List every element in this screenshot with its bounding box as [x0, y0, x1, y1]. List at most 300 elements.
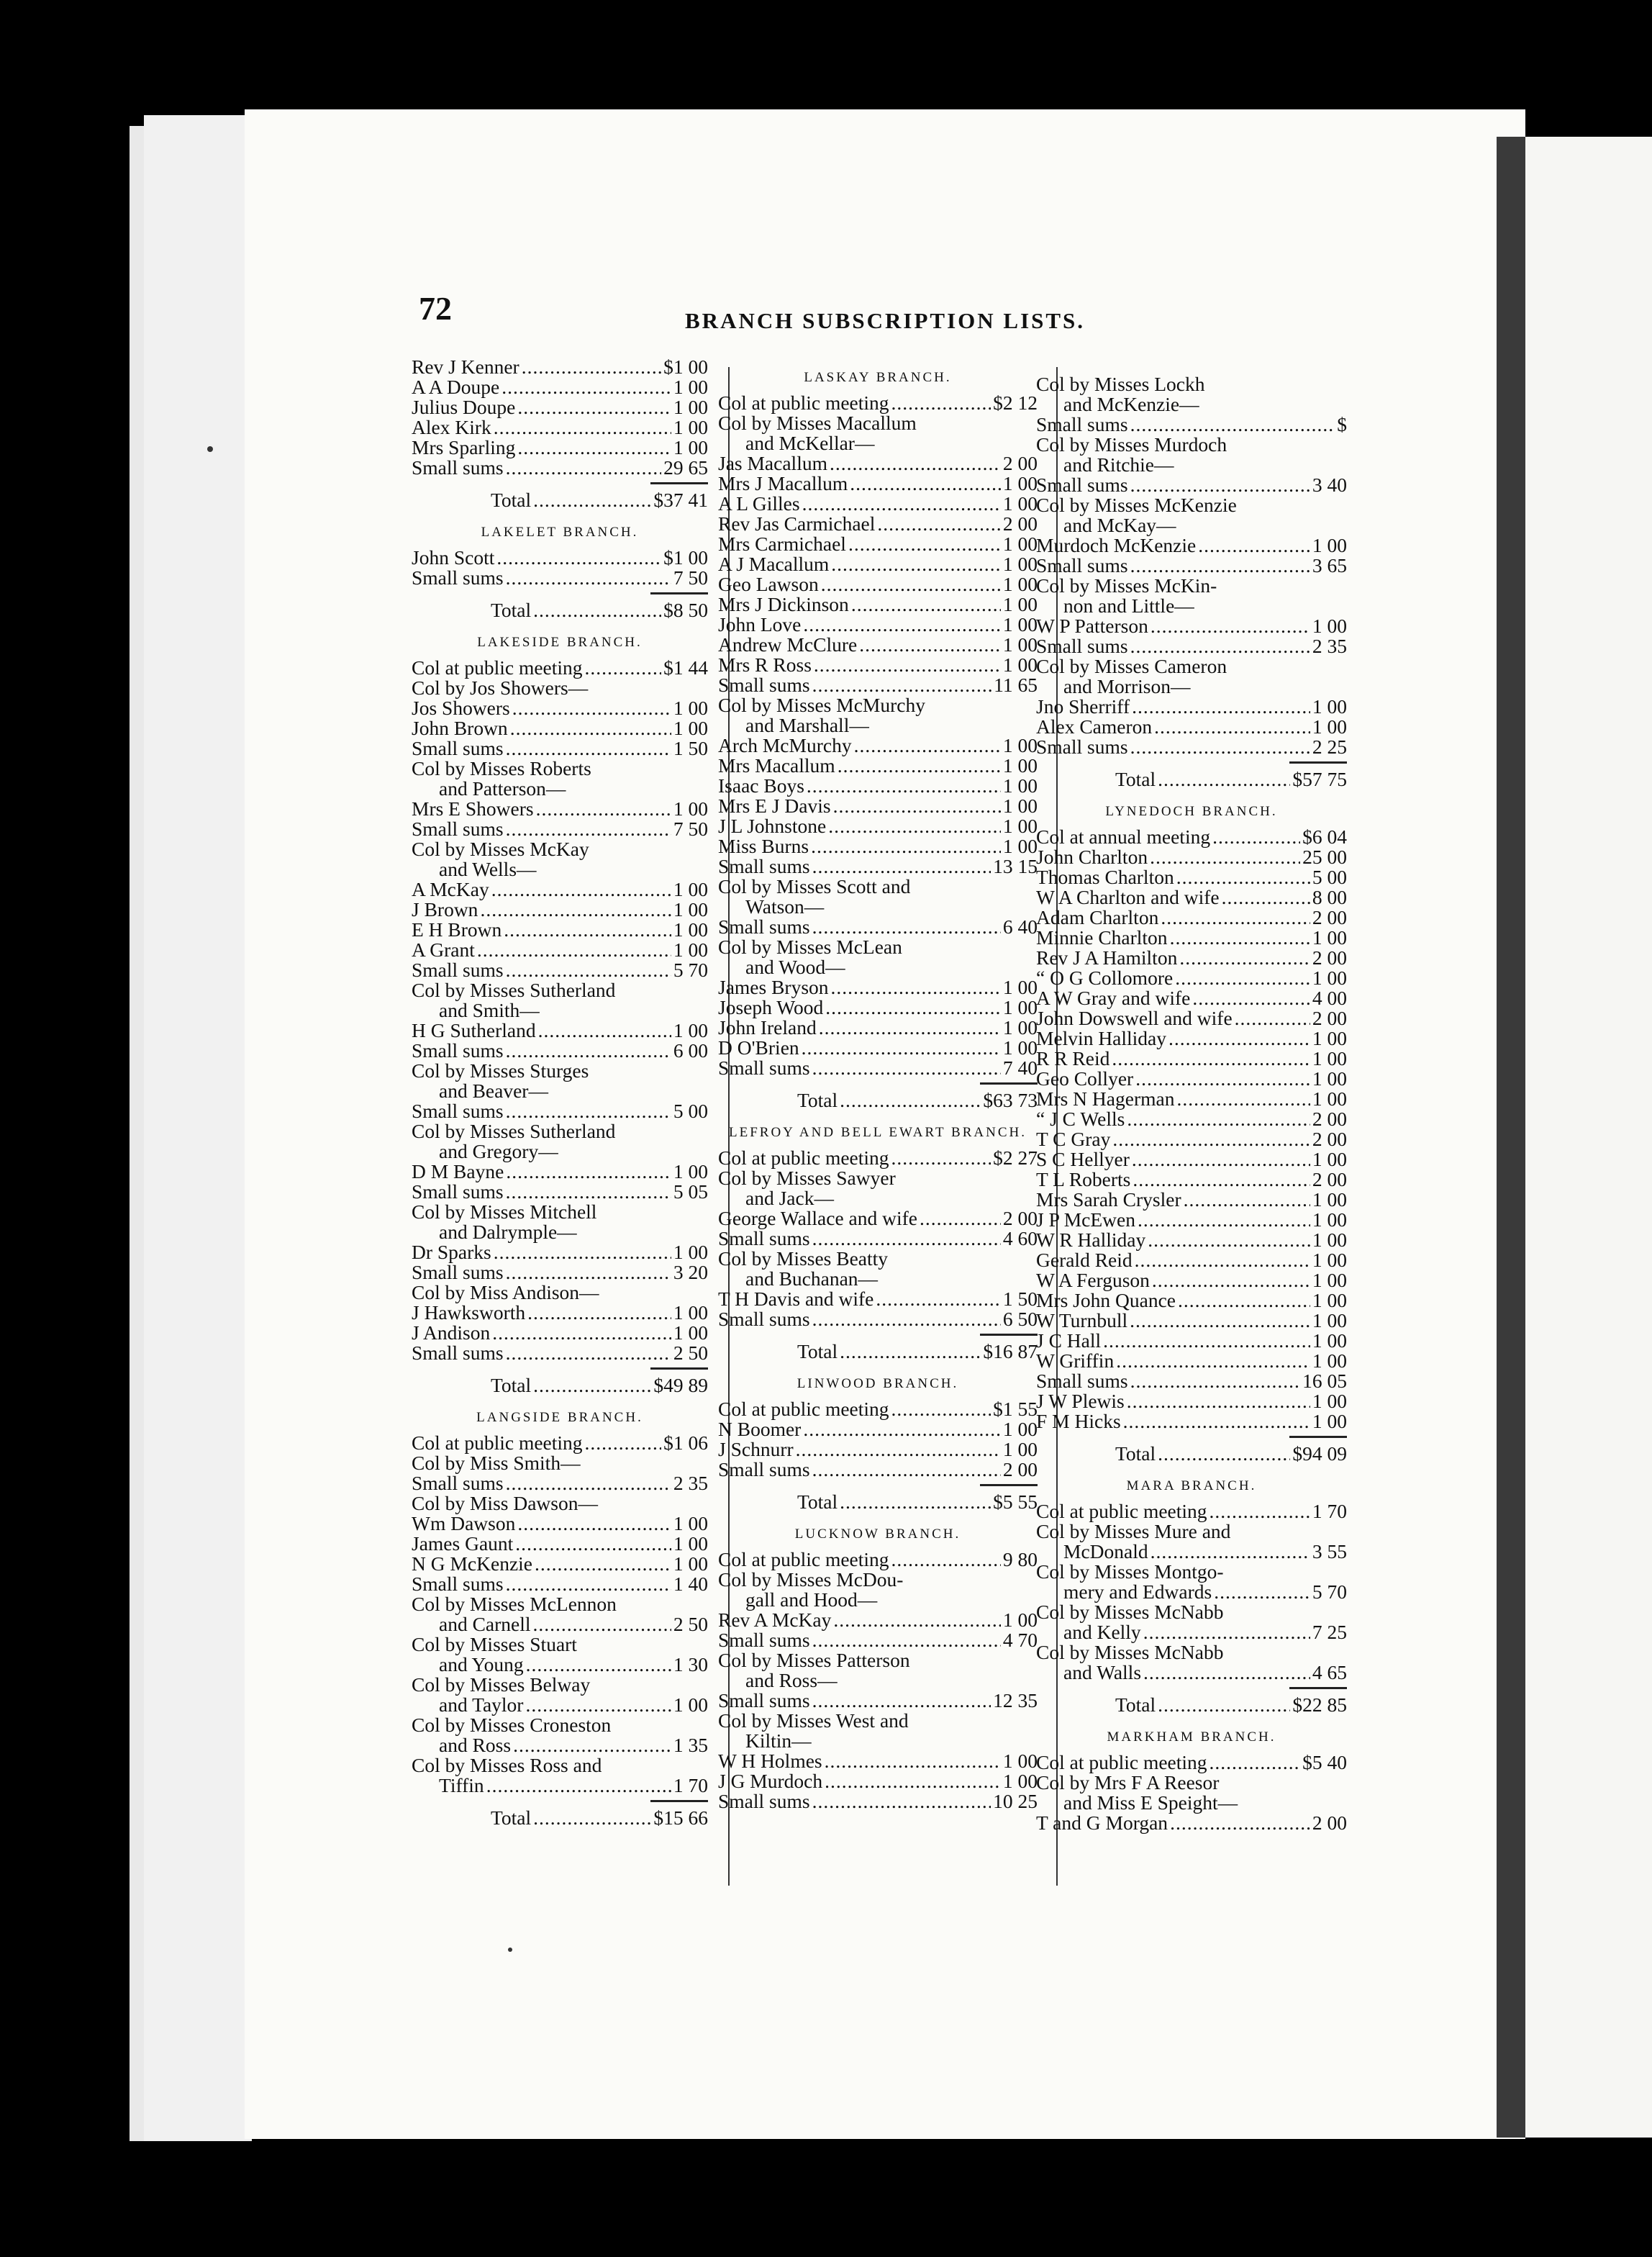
- subscription-row: [1036, 1411, 1347, 1431]
- subscription-row: [1036, 988, 1347, 1008]
- subscriber-name: and Ross: [439, 1734, 512, 1756]
- subscription-amount: 2 00: [1002, 1458, 1038, 1480]
- subscriber-name: T C Gray: [1036, 1128, 1111, 1150]
- dot-leader: [1130, 636, 1310, 656]
- subscription-row: [412, 759, 708, 779]
- subscription-row: [718, 514, 1038, 534]
- branch-heading: LEFROY AND BELL EWART BRANCH.: [729, 1125, 1027, 1140]
- subscription-row: [718, 1460, 1038, 1480]
- subscription-amount: 1 00: [1002, 835, 1038, 857]
- subscription-amount: 1 40: [673, 1573, 708, 1595]
- subscription-row: [718, 1229, 1038, 1249]
- subscription-amount: 1 00: [1312, 715, 1347, 738]
- total-amount: $49 89: [653, 1374, 708, 1396]
- subscription-amount: 3 65: [1312, 554, 1347, 576]
- subscription-row: [412, 1695, 708, 1715]
- subscriber-name: and Kelly: [1063, 1621, 1141, 1643]
- subscription-row: [1036, 636, 1347, 656]
- subscription-amount: 2 00: [1002, 452, 1038, 474]
- subscription-amount: 1 00: [1002, 815, 1038, 837]
- dot-leader: [803, 615, 1001, 635]
- branch-total-row: [412, 490, 708, 510]
- subscriber-name: Watson—: [745, 895, 825, 918]
- subscription-row: [718, 1650, 1038, 1670]
- subscriber-name: J Brown: [412, 898, 478, 921]
- subscription-row: [412, 1303, 708, 1323]
- dot-leader: [803, 1419, 1001, 1439]
- subscription-row: [1036, 1170, 1347, 1190]
- subscription-row: [1036, 1069, 1347, 1089]
- subscription-amount: 2 35: [673, 1472, 708, 1494]
- subscriber-name: mery and Edwards: [1063, 1580, 1212, 1603]
- subscriber-name: E H Brown: [412, 918, 502, 941]
- dot-leader: [1152, 1270, 1310, 1290]
- subscriber-name: James Bryson: [718, 976, 829, 998]
- subscriber-name: W Griffin: [1036, 1349, 1115, 1372]
- subscriber-name: Col at public meeting: [412, 656, 583, 679]
- subscriber-name: Col by Misses Sturges: [412, 1059, 589, 1082]
- subscriber-name: gall and Hood—: [745, 1588, 878, 1611]
- dot-leader: [1116, 1351, 1310, 1371]
- subscription-row: [718, 1630, 1038, 1650]
- branch-heading: LAKESIDE BRANCH.: [477, 635, 643, 650]
- dot-leader: [510, 718, 671, 738]
- dot-leader: [1150, 616, 1310, 636]
- subscriber-name: and Young: [439, 1653, 524, 1675]
- subscriber-name: John Scott: [412, 546, 495, 569]
- branch-total-row: [1036, 1695, 1347, 1715]
- dot-leader: [1112, 1129, 1310, 1149]
- subscription-amount: 1 00: [1002, 795, 1038, 817]
- subscription-amount: 5 70: [1312, 1580, 1347, 1603]
- subscription-row: [1036, 1351, 1347, 1371]
- subscriber-name: Col by Miss Smith—: [412, 1452, 581, 1474]
- subscriber-name: John Love: [718, 613, 802, 636]
- subscription-row: [412, 879, 708, 900]
- dot-leader: [1150, 1542, 1310, 1562]
- ink-spot: [207, 446, 213, 452]
- dot-leader: [830, 453, 1001, 474]
- subscription-row: [412, 1101, 708, 1121]
- subscription-row: [718, 695, 1038, 715]
- subscription-amount: 1 00: [673, 1532, 708, 1555]
- subscription-row: [412, 1283, 708, 1303]
- subscriber-name: and Ross—: [745, 1669, 838, 1691]
- subscription-amount: 1 00: [673, 436, 708, 458]
- dot-leader: [1143, 1663, 1310, 1683]
- subscription-amount: 1 00: [1002, 1438, 1038, 1460]
- subscription-row: [1036, 1049, 1347, 1069]
- subscription-row: [718, 1188, 1038, 1208]
- subscription-row: [718, 856, 1038, 877]
- subscription-row: [718, 1269, 1038, 1289]
- subscriber-name: Col by Misses McKay: [412, 838, 589, 860]
- subscription-amount: 1 00: [1312, 1289, 1347, 1311]
- subscription-amount: $1 00: [663, 356, 708, 378]
- subscriber-name: and Buchanan—: [745, 1267, 879, 1290]
- dot-leader: [1184, 1190, 1310, 1210]
- subscription-row: [412, 779, 708, 799]
- subscriber-name: J G Murdoch: [718, 1770, 823, 1792]
- subscription-row: [718, 1148, 1038, 1168]
- subscription-row: [718, 1419, 1038, 1439]
- subscriber-name: Rev J A Hamilton: [1036, 946, 1178, 969]
- dot-leader: [891, 393, 991, 413]
- total-amount: $37 41: [653, 489, 708, 511]
- subscription-amount: 2 00: [1312, 946, 1347, 969]
- subscriber-name: Rev Jas Carmichael: [718, 512, 876, 535]
- total-amount: $57 75: [1292, 768, 1347, 790]
- dot-leader: [1127, 1391, 1310, 1411]
- subscription-row: [412, 1222, 708, 1242]
- gutter-shadow: [1497, 137, 1527, 2138]
- total-amount: $94 09: [1292, 1442, 1347, 1465]
- subscriber-name: and Wells—: [439, 858, 537, 880]
- subscriber-name: Minnie Charlton: [1036, 926, 1168, 949]
- subscription-amount: $: [1337, 413, 1347, 435]
- subscription-amount: 1 00: [1002, 1609, 1038, 1631]
- dot-leader: [1130, 556, 1310, 576]
- dot-leader: [1158, 1695, 1290, 1715]
- subscription-row: [1036, 1190, 1347, 1210]
- dot-leader: [512, 698, 671, 718]
- branch-heading: LANGSIDE BRANCH.: [476, 1410, 643, 1425]
- subscriber-name: Col by Miss Dawson—: [412, 1492, 598, 1514]
- subscriber-name: Col by Misses Montgo-: [1036, 1560, 1224, 1583]
- subscriber-name: Small sums: [412, 1472, 504, 1494]
- subscription-row: [1036, 908, 1347, 928]
- dot-leader: [480, 900, 671, 920]
- subscriber-name: A A Doupe: [412, 376, 500, 398]
- subscriber-name: J Hawksworth: [412, 1301, 526, 1324]
- subscriber-name: Small sums: [1036, 554, 1128, 576]
- subscription-row: [718, 1058, 1038, 1078]
- branch-heading: LAKELET BRANCH.: [481, 525, 639, 540]
- subscriber-name: J L Johnstone: [718, 815, 827, 837]
- subscriber-name: Col by Misses Ross and: [412, 1754, 602, 1776]
- dot-leader: [891, 1550, 1001, 1570]
- subscription-amount: 1 00: [1312, 1047, 1347, 1069]
- subscription-row: [412, 1634, 708, 1655]
- subscriber-name: Col by Misses Belway: [412, 1673, 591, 1696]
- subscriber-name: J Andison: [412, 1321, 491, 1344]
- subscription-amount: 1 00: [673, 697, 708, 719]
- subscription-amount: 10 25: [993, 1790, 1038, 1812]
- column-middle: [718, 367, 1038, 1812]
- subscriber-name: non and Little—: [1063, 594, 1194, 617]
- subscription-amount: 2 35: [1312, 635, 1347, 657]
- subscription-row: [412, 1453, 708, 1473]
- subscription-amount: 2 00: [1002, 1207, 1038, 1229]
- subscription-amount: 5 05: [673, 1180, 708, 1203]
- subscription-amount: 2 50: [673, 1613, 708, 1635]
- subscription-row: [1036, 455, 1347, 475]
- subscription-row: [1036, 515, 1347, 535]
- subscription-amount: 1 00: [1312, 1269, 1347, 1291]
- dot-leader: [506, 819, 671, 839]
- page-title: BRANCH SUBSCRIPTION LISTS.: [685, 308, 1086, 333]
- subscription-row: [1036, 948, 1347, 968]
- subscriber-name: Rev A McKay: [718, 1609, 832, 1631]
- branch-heading: LUCKNOW BRANCH.: [794, 1526, 961, 1542]
- subscription-row: [1036, 1542, 1347, 1562]
- subscription-row: [412, 738, 708, 759]
- subscriber-name: Col by Misses Stuart: [412, 1633, 577, 1655]
- subscriber-name: N Boomer: [718, 1418, 802, 1440]
- dot-leader: [526, 1655, 671, 1675]
- dot-leader: [506, 1041, 671, 1061]
- subscription-row: [718, 1731, 1038, 1751]
- subscription-row: [1036, 616, 1347, 636]
- subscription-row: [718, 1570, 1038, 1590]
- dot-leader: [1210, 1752, 1301, 1773]
- subscription-amount: 3 20: [673, 1261, 708, 1283]
- subscription-row: [412, 1343, 708, 1363]
- subscription-row: [718, 1751, 1038, 1771]
- branch-total-row: [412, 1808, 708, 1828]
- subscription-row: [718, 393, 1038, 413]
- subscriber-name: Col by Misses Murdoch: [1036, 433, 1227, 456]
- subscription-amount: 1 00: [1312, 534, 1347, 556]
- subscription-row: [718, 897, 1038, 917]
- dot-leader: [831, 554, 1001, 574]
- subscriber-name: Gerald Reid: [1036, 1249, 1133, 1271]
- dot-leader: [802, 1038, 1001, 1058]
- subscription-row: [412, 799, 708, 819]
- subscription-row: [1036, 1501, 1347, 1521]
- subscription-row: [1036, 475, 1347, 495]
- subscriber-name: and McKellar—: [745, 432, 875, 454]
- subscription-row: [718, 1309, 1038, 1329]
- subscriber-name: Adam Charlton: [1036, 906, 1159, 928]
- subscription-row: [718, 1550, 1038, 1570]
- subscription-amount: 1 00: [1312, 615, 1347, 637]
- subscriber-name: Joseph Wood: [718, 996, 824, 1018]
- subscriber-name: Col by Misses McKenzie: [1036, 494, 1237, 516]
- subscription-row: [412, 1493, 708, 1514]
- subscription-amount: 13 15: [993, 855, 1038, 877]
- subscription-row: [1036, 1642, 1347, 1663]
- subscription-amount: 1 00: [1002, 774, 1038, 797]
- subscription-row: [718, 494, 1038, 514]
- subscriber-name: Small sums: [412, 566, 504, 589]
- dot-leader: [1130, 1371, 1301, 1391]
- dot-leader: [486, 1776, 671, 1796]
- subscription-row: [718, 453, 1038, 474]
- subscription-amount: 1 00: [673, 1241, 708, 1263]
- subscriber-name: T and G Morgan: [1036, 1812, 1168, 1834]
- total-rule: [980, 1484, 1038, 1486]
- subscription-row: [412, 960, 708, 980]
- subscription-amount: 3 55: [1312, 1540, 1347, 1562]
- subscription-row: [1036, 1371, 1347, 1391]
- subscription-row: [412, 1594, 708, 1614]
- subscriber-name: Mrs Carmichael: [718, 533, 846, 555]
- subscription-row: [412, 940, 708, 960]
- subscription-row: [718, 957, 1038, 977]
- subscription-row: [718, 675, 1038, 695]
- subscription-row: [1036, 677, 1347, 697]
- subscription-row: [718, 977, 1038, 998]
- total-amount: $5 55: [993, 1491, 1038, 1513]
- subscriber-name: A McKay: [412, 878, 489, 900]
- branch-total-row: [718, 1090, 1038, 1111]
- subscriber-name: Small sums: [412, 1261, 504, 1283]
- dot-leader: [585, 658, 662, 678]
- subscriber-name: Mrs Sparling: [412, 436, 516, 458]
- dot-leader: [833, 1610, 1001, 1630]
- subscriber-name: and Ritchie—: [1063, 453, 1174, 476]
- subscription-amount: 1 00: [1002, 1418, 1038, 1440]
- subscriber-name: Mrs J Dickinson: [718, 593, 849, 615]
- subscription-amount: 2 00: [1312, 1007, 1347, 1029]
- subscription-amount: 4 70: [1002, 1629, 1038, 1651]
- dot-leader: [1210, 1501, 1310, 1521]
- subscriber-name: and Carnell: [439, 1613, 531, 1635]
- subscription-amount: 1 00: [673, 1552, 708, 1575]
- subscription-row: [412, 1000, 708, 1021]
- subscription-row: [718, 534, 1038, 554]
- dot-leader: [506, 1162, 671, 1182]
- subscriber-name: and Patterson—: [439, 777, 566, 800]
- subscription-amount: 5 00: [1312, 866, 1347, 888]
- dot-leader: [828, 816, 1001, 836]
- subscription-amount: 1 00: [1312, 1087, 1347, 1110]
- dot-leader: [1127, 1109, 1310, 1129]
- dot-leader: [802, 494, 1001, 514]
- subscription-row: [1036, 1793, 1347, 1813]
- subscription-row: [718, 1590, 1038, 1610]
- subscription-amount: 1 00: [673, 1693, 708, 1716]
- dot-leader: [1132, 1149, 1310, 1170]
- dot-leader: [494, 417, 671, 438]
- subscriber-name: and Miss E Speight—: [1063, 1791, 1238, 1814]
- subscription-amount: 1 00: [1312, 1249, 1347, 1271]
- subscription-row: [718, 776, 1038, 796]
- total-amount: $8 50: [663, 599, 708, 621]
- subscriber-name: Alex Kirk: [412, 416, 491, 438]
- subscriber-name: Col by Misses Patterson: [718, 1649, 910, 1671]
- subscriber-name: Small sums: [718, 1227, 810, 1249]
- subscription-row: [1036, 1210, 1347, 1230]
- subscription-row: [412, 1735, 708, 1755]
- subscription-row: [718, 1670, 1038, 1691]
- total-label: Total: [1115, 1442, 1156, 1465]
- dot-leader: [1123, 1411, 1310, 1431]
- dot-leader: [1138, 1210, 1310, 1230]
- dot-leader: [1133, 1170, 1310, 1190]
- subscription-row: [1036, 535, 1347, 556]
- subscription-amount: 9 80: [1002, 1548, 1038, 1570]
- subscriber-name: George Wallace and wife: [718, 1207, 917, 1229]
- dot-leader: [891, 1399, 991, 1419]
- dot-leader: [1143, 1622, 1310, 1642]
- subscriber-name: and Marshall—: [745, 714, 869, 736]
- subscriber-name: W Turnbull: [1036, 1309, 1128, 1331]
- subscription-amount: 3 40: [1312, 474, 1347, 496]
- subscription-row: [412, 718, 708, 738]
- subscription-row: [718, 655, 1038, 675]
- subscription-row: [412, 1242, 708, 1262]
- subscriber-name: J C Hall: [1036, 1329, 1102, 1352]
- subscription-row: [718, 816, 1038, 836]
- subscription-row: [718, 1711, 1038, 1731]
- dot-leader: [891, 1148, 991, 1168]
- subscription-amount: 6 50: [1002, 1308, 1038, 1330]
- dot-leader: [506, 1473, 671, 1493]
- subscriber-name: D O'Brien: [718, 1036, 799, 1059]
- branch-heading: LASKAY BRANCH.: [804, 370, 952, 385]
- dot-leader: [496, 548, 661, 568]
- dot-leader: [833, 796, 1001, 816]
- subscription-amount: 1 00: [1002, 533, 1038, 555]
- subscriber-name: T H Davis and wife: [718, 1288, 874, 1310]
- subscription-amount: 29 65: [663, 456, 708, 479]
- subscription-row: [412, 920, 708, 940]
- dot-leader: [522, 357, 661, 377]
- subscriber-name: D M Bayne: [412, 1160, 504, 1182]
- subscription-row: [718, 413, 1038, 433]
- subscription-amount: 1 00: [1002, 573, 1038, 595]
- subscriber-name: Murdoch McKenzie: [1036, 534, 1197, 556]
- dot-leader: [1112, 1049, 1310, 1069]
- dot-leader: [491, 879, 671, 900]
- subscriber-name: Col by Misses McKin-: [1036, 574, 1217, 597]
- total-label: Total: [1115, 768, 1156, 790]
- subscriber-name: W R Halliday: [1036, 1229, 1146, 1251]
- dot-leader: [812, 1229, 1001, 1249]
- subscriber-name: Dr Sparks: [412, 1241, 491, 1263]
- subscription-amount: 5 00: [673, 1100, 708, 1122]
- subscription-amount: 5 70: [673, 959, 708, 981]
- total-amount: $16 87: [983, 1340, 1038, 1362]
- dot-leader: [1150, 847, 1300, 867]
- dot-leader: [517, 438, 671, 458]
- subscription-amount: 4 00: [1312, 987, 1347, 1009]
- subscription-row: [1036, 1391, 1347, 1411]
- subscription-row: [412, 568, 708, 588]
- dot-leader: [1176, 867, 1310, 887]
- subscriber-name: Small sums: [412, 1100, 504, 1122]
- subscriber-name: Kiltin—: [745, 1729, 812, 1752]
- subscription-row: [1036, 1250, 1347, 1270]
- subscriber-name: J P McEwen: [1036, 1208, 1135, 1231]
- subscriber-name: Small sums: [412, 1039, 504, 1062]
- subscription-amount: 1 00: [1312, 1229, 1347, 1251]
- subscription-row: [412, 1121, 708, 1141]
- subscription-amount: 1 00: [1312, 967, 1347, 989]
- dot-leader: [1135, 1069, 1310, 1089]
- dot-leader: [517, 397, 671, 417]
- dot-leader: [811, 836, 1001, 856]
- subscriber-name: Small sums: [1036, 413, 1128, 435]
- subscription-amount: 1 00: [1312, 1067, 1347, 1090]
- dot-leader: [1158, 1444, 1290, 1464]
- subscription-amount: 1 00: [1002, 1016, 1038, 1039]
- subscription-row: [412, 1534, 708, 1554]
- subscription-row: [1036, 596, 1347, 616]
- branch-heading: LYNEDOCH BRANCH.: [1105, 804, 1278, 819]
- subscription-amount: 1 00: [1312, 1390, 1347, 1412]
- branch-total-row: [718, 1492, 1038, 1512]
- total-amount: $15 66: [653, 1806, 708, 1829]
- subscription-amount: 1 00: [673, 918, 708, 941]
- dot-leader: [877, 514, 1000, 534]
- subscription-row: [718, 937, 1038, 957]
- subscription-row: [718, 594, 1038, 615]
- dot-leader: [812, 1460, 1001, 1480]
- subscription-amount: 1 00: [673, 898, 708, 921]
